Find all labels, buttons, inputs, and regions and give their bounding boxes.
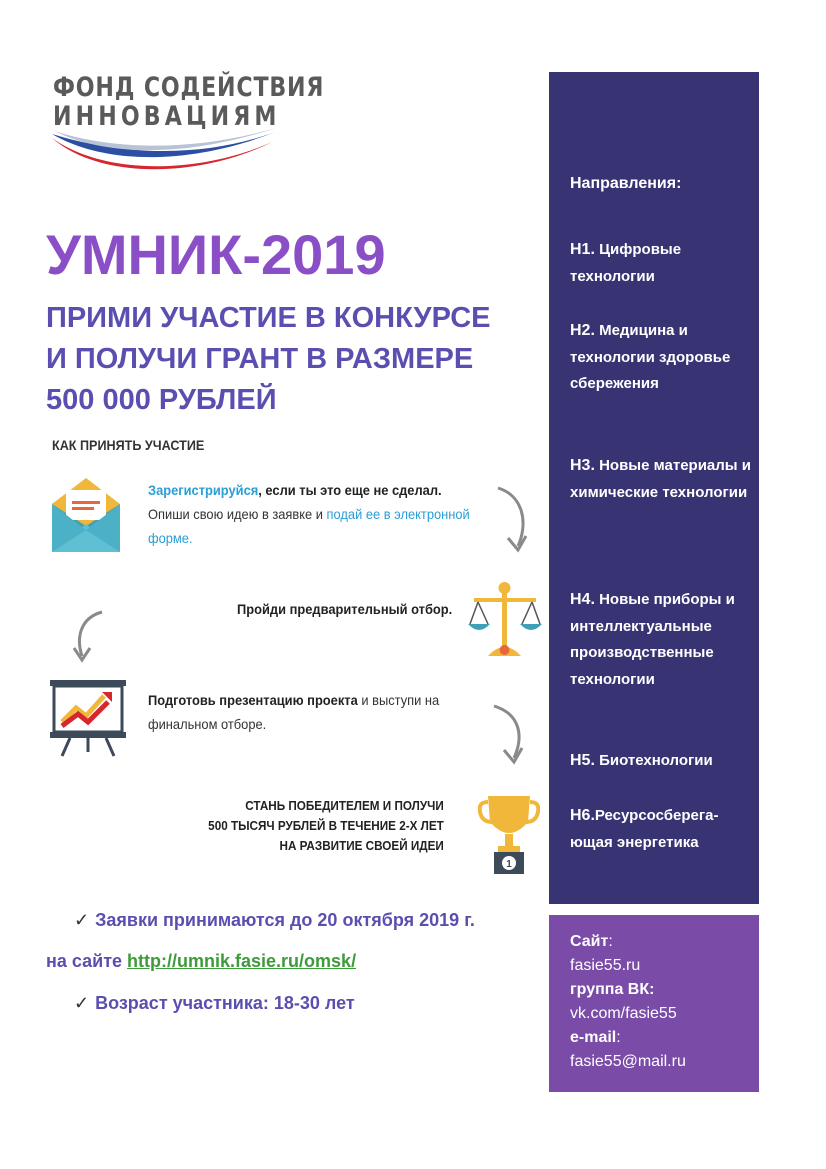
direction-text: Цифровые технологии [570,241,682,285]
arrow-down-right-icon [494,484,534,556]
directions-heading: Направления: [570,175,682,192]
contact-site[interactable]: fasie55.ru [570,957,641,974]
contact-email[interactable]: fasie55@mail.ru [570,1053,686,1070]
check-icon-2: ✓ [74,993,90,1013]
check-icon: ✓ [74,910,90,930]
direction-code: Н5. [570,752,595,769]
presentation-board-icon [50,678,126,758]
page-title: УМНИК-2019 [46,223,386,286]
email-label: e-mail [570,1029,617,1046]
step1-rest: , если ты это еще не сделал. [258,482,442,498]
direction-code: Н6. [570,807,595,824]
step4-line3: НА РАЗВИТИЕ СВОЕЙ ИДЕИ [279,838,444,853]
direction-text: Новые материалы и химические технологии [570,457,751,501]
submit-link[interactable]: подай ее в электронной [326,506,470,522]
step3-bold: Подготовь презентацию проекта [148,692,358,708]
site-label: Сайт [570,933,609,950]
step2-text [237,597,452,621]
age-line [74,993,355,1014]
site-colon: : [608,933,613,950]
deadline-text: Заявки принимаются до 20 октября 2019 г. [95,910,475,930]
deadline-line [74,910,475,931]
direction-h6 [570,803,748,856]
subtitle-line-1: ПРИМИ УЧАСТИЕ В КОНКУРСЕ [46,302,491,334]
direction-code: Н1. [570,241,595,258]
step4-line1: СТАНЬ ПОБЕДИТЕЛЕМ И ПОЛУЧИ [245,798,444,813]
scales-icon [466,580,542,660]
step1-text [148,478,470,550]
step3-text [148,688,439,736]
howto-heading: КАК ПРИНЯТЬ УЧАСТИЕ [52,437,205,453]
direction-h1 [570,237,755,290]
logo-line2: ИННОВАЦИЯМ [53,101,281,132]
step4-line2: 500 ТЫСЯЧ РУБЛЕЙ В ТЕЧЕНИЕ 2-Х ЛЕТ [208,818,444,833]
subtitle-line-2: И ПОЛУЧИ ГРАНТ В РАЗМЕРЕ [46,343,474,375]
age-text: Возраст участника: 18-30 лет [95,993,355,1013]
arrow-down-right-icon-2 [490,702,530,766]
direction-h5 [570,748,755,775]
envelope-icon [50,474,122,554]
step2-label: Пройди предварительный отбор. [237,601,453,617]
submit-link-cont[interactable]: форме. [148,530,193,546]
flag-swoosh-icon [50,128,280,184]
site-line [46,951,356,972]
direction-code: Н2. [570,322,595,339]
site-prefix: на сайте [46,951,128,971]
direction-h2 [570,318,755,398]
direction-text: Биотехнологии [594,752,713,769]
vk-label: группа ВК: [570,981,655,998]
logo-line1: ФОНД СОДЕЙСТВИЯ [53,72,325,103]
direction-code: Н4. [570,591,595,608]
direction-text: Медицина и технологии здоровье сбережения [570,322,731,392]
direction-h4 [570,587,755,693]
step3-line2: финальном отборе. [148,716,267,732]
subtitle-line-3: 500 000 РУБЛЕЙ [46,384,277,416]
trophy-icon [478,792,540,876]
contacts-text [570,930,686,1074]
email-colon: : [616,1029,621,1046]
step3-rest: и выступи на [357,692,440,708]
svg-text:1: 1 [506,859,512,870]
step4-text [208,796,444,856]
arrow-down-left-icon [72,608,108,664]
site-link[interactable]: http://umnik.fasie.ru/omsk/ [127,951,357,971]
subtitle [46,298,490,421]
direction-text: Ресурсосберега-ющая энергетика [570,807,719,851]
contact-vk[interactable]: vk.com/fasie55 [570,1005,677,1022]
direction-h3 [570,453,755,506]
direction-code: Н3. [570,457,595,474]
direction-text: Новые приборы и интеллектуальные производственные технологии [570,591,735,688]
register-link[interactable]: Зарегистрируйся [148,482,259,498]
step1-line2: Опиши свою идею в заявке и [148,506,327,522]
